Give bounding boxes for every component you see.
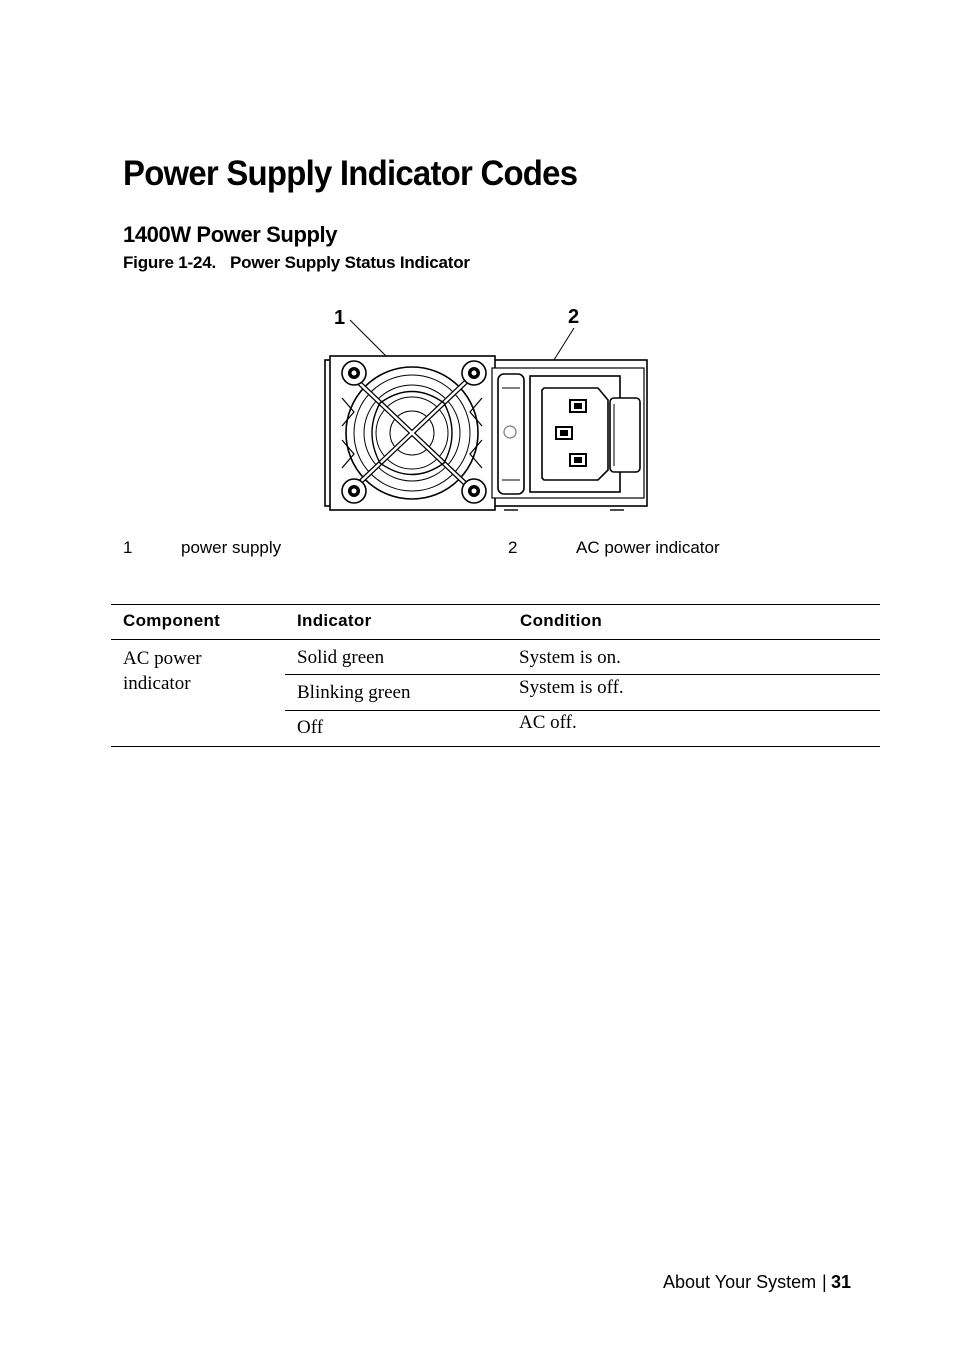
power-supply-figure: [320, 300, 660, 516]
screw-icon: [462, 479, 486, 503]
indicator-cell: Off: [297, 717, 324, 738]
figure-label: Figure 1-24.: [123, 253, 217, 272]
indicator-cell: Blinking green: [297, 682, 411, 703]
component-line: indicator: [123, 673, 191, 694]
page-title: Power Supply Indicator Codes: [123, 154, 578, 193]
screw-icon: [342, 361, 366, 385]
callout-2: 2: [568, 306, 580, 328]
screw-icon: [462, 361, 486, 385]
footer-separator: |: [822, 1272, 827, 1292]
row-rule: [285, 710, 880, 711]
ac-power-indicator-icon: [504, 426, 516, 438]
power-supply-illustration: [320, 300, 660, 516]
condition-cell: AC off.: [519, 712, 577, 733]
column-header-condition: Condition: [520, 611, 603, 630]
legend-number: 1: [123, 538, 133, 557]
page-number: 31: [831, 1272, 852, 1292]
condition-cell: System is off.: [519, 677, 624, 698]
callout-1-leader: [350, 320, 388, 358]
column-header-indicator: Indicator: [297, 611, 372, 630]
component-line: AC power: [123, 648, 202, 669]
screw-icon: [342, 479, 366, 503]
table-top-rule: [111, 604, 880, 605]
component-cell: [123, 646, 202, 696]
condition-cell: System is on.: [519, 647, 621, 668]
legend-number: 2: [508, 538, 518, 557]
legend-text: AC power indicator: [576, 538, 720, 557]
figure-caption: [123, 253, 470, 273]
figure-title: Power Supply Status Indicator: [230, 253, 470, 272]
footer-section: About Your System: [663, 1272, 817, 1292]
column-header-component: Component: [123, 611, 221, 630]
indicator-codes-table: [111, 604, 880, 747]
callout-1: 1: [334, 307, 346, 329]
section-heading: 1400W Power Supply: [123, 222, 338, 247]
indicator-cell: Solid green: [297, 647, 385, 668]
header-rule: [111, 639, 880, 640]
table-bottom-rule: [111, 746, 880, 747]
legend-text: power supply: [181, 538, 282, 557]
